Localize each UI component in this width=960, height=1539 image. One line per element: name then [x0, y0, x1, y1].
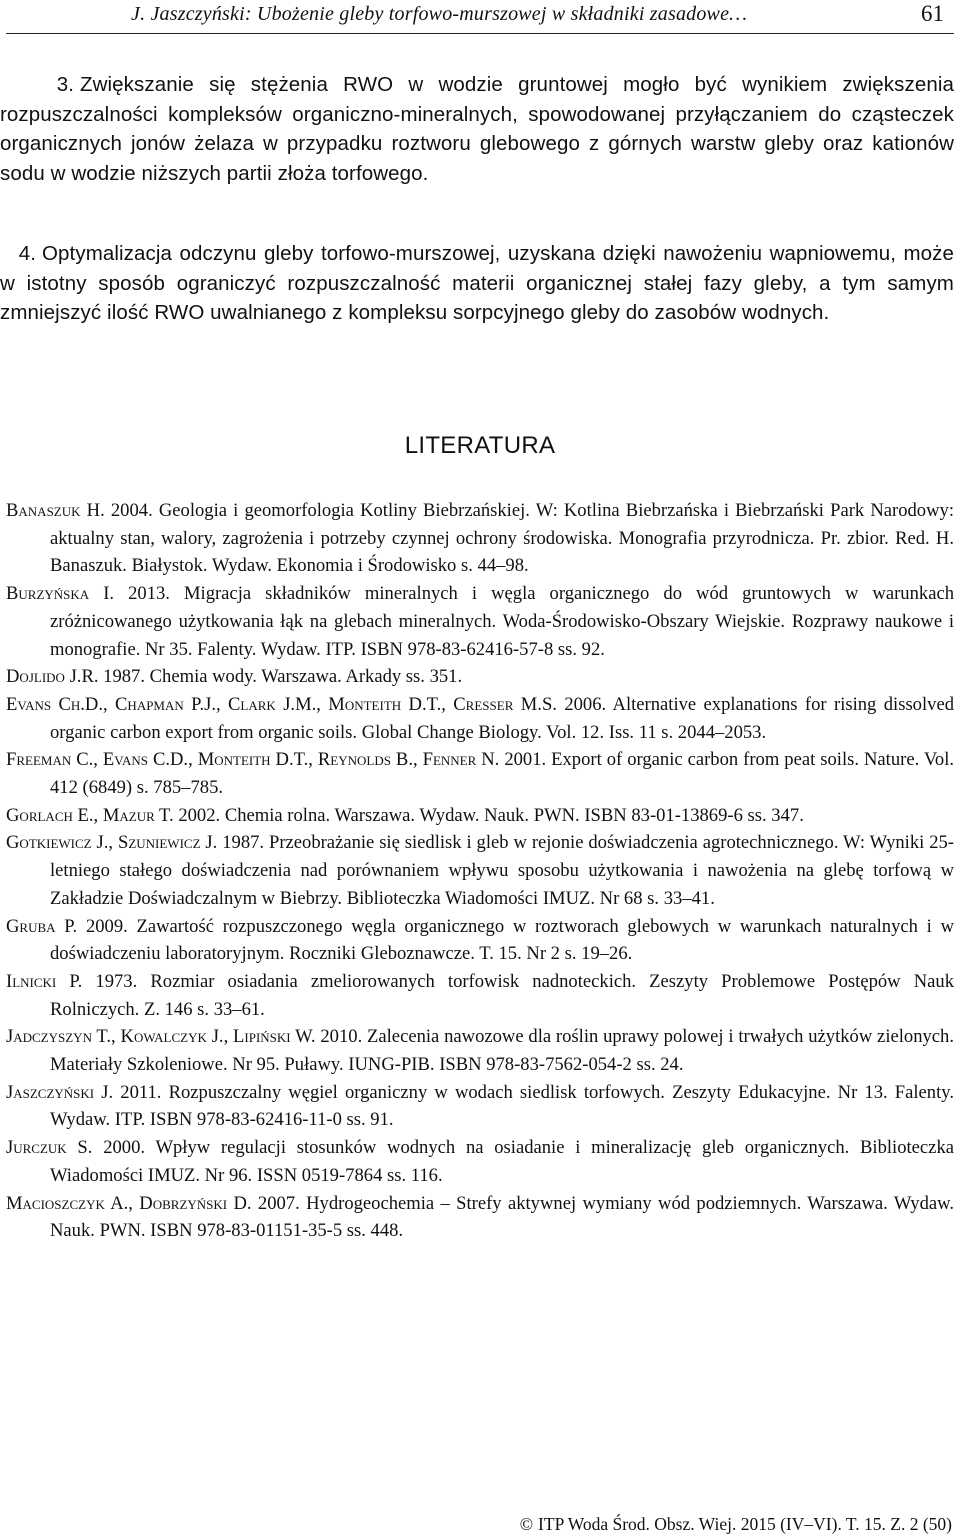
reference-item	[6, 497, 954, 580]
conclusion-text: Zwiększanie się stężenia RWO w wodzie gruntowej mogło być wynikiem zwiększenia rozpuszczalności kompleksów organiczno-mineralnych, spowodowanej przyłączaniem do cząsteczek organicznych jonów żelaza w przypadku roztworu glebowego z górnych warstw gleby oraz kationów sodu w wodzie niższych partii złoża torfowego.	[0, 73, 954, 185]
conclusion-number: 3.	[56, 73, 74, 96]
copyright-icon: ©	[519, 1514, 534, 1534]
section-heading: LITERATURA	[404, 432, 556, 459]
reference-details: 2013. Migracja składników mineralnych i węgla organicznego do wód gruntowych w warunkach zróżnicowanego użytkowania łąk na glebach mineralnych. Woda-Środowisko-Obszary Wiejskie. Rozprawy naukowe i monografie. Nr 35. Falenty. Wydaw. ITP. ISBN 978-83-62416-57-8 ss. 92.	[50, 583, 954, 660]
reference-item	[6, 1134, 954, 1189]
reference-details: 2001. Export of organic carbon from peat soils. Nature. Vol. 412 (6849) s. 785–785.	[50, 749, 955, 799]
conclusion-paragraph-3	[0, 70, 954, 188]
running-header	[6, 0, 954, 34]
reference-authors: Gotkiewicz J., Szuniewicz J.	[6, 832, 218, 854]
reference-item	[6, 580, 954, 663]
journal-citation: ITP Woda Środ. Obsz. Wiej. 2015 (IV–VI). T. 15. Z. 2 (50)	[538, 1514, 952, 1534]
reference-item	[6, 802, 954, 830]
reference-authors: Ilnicki P.	[6, 970, 83, 992]
reference-authors: Jadczyszyn T., Kowalczyk J., Lipiński W.	[6, 1026, 316, 1048]
reference-authors: Evans Ch.D., Chapman P.J., Clark J.M., Monteith D.T., Cresser M.S.	[6, 693, 557, 715]
reference-authors: Gruba P.	[6, 915, 78, 937]
reference-list	[6, 497, 954, 1245]
reference-item	[6, 663, 954, 691]
reference-details: 1987. Przeobrażanie się siedlisk i gleb w rejonie doświadczenia agrotechnicznego. W: Wyniki 25-letniego stałego doświadczenia nad porównaniem wpływu sposobu użytkowania i nawożenia na glebę torfową w Zakładzie Doświadczalnym w Biebrzy. Biblioteczka Wiadomości IMUZ. Nr 68 s. 33–41.	[50, 832, 955, 909]
reference-item	[6, 1023, 954, 1078]
reference-authors: Jurczuk S.	[6, 1137, 93, 1159]
running-title: J. Jaszczyński: Ubożenie gleby torfowo-murszowej w składniki zasadowe…	[131, 3, 748, 25]
reference-details: 2011. Rozpuszczalny węgiel organiczny w wodach siedlisk torfowych. Zeszyty Edukacyjne. Nr 13. Falenty. Wydaw. ITP. ISBN 978-83-62416-11-0 ss. 91.	[50, 1081, 954, 1131]
reference-item	[6, 746, 954, 801]
reference-authors: Jaszczyński J.	[6, 1081, 114, 1103]
reference-details: 2007. Hydrogeochemia – Strefy aktywnej wymiany wód podziemnych. Warszawa. Wydaw. Nauk. PWN. ISBN 978-83-01151-35-5 ss. 448.	[50, 1192, 954, 1242]
reference-details: 2004. Geologia i geomorfologia Kotliny Biebrzańskiej. W: Kotlina Biebrzańska i Biebrzański Park Narodowy: aktualny stan, walory, zagrożenia i potrzeby czynnej ochrony środowiska. Monografia przyrodnicza. Pr. zbior. Red. H. Banaszuk. Białystok. Wydaw. Ekonomia i Środowisko s. 44–98.	[50, 500, 954, 577]
reference-authors: Burzyńska I.	[6, 583, 115, 605]
reference-item	[6, 829, 954, 912]
reference-item	[6, 1079, 954, 1134]
reference-item	[6, 691, 954, 746]
journal-footer	[520, 1514, 952, 1535]
reference-details: 2010. Zalecenia nawozowe dla roślin uprawy polowej i trwałych użytków zielonych. Materiały Szkoleniowe. Nr 95. Puławy. IUNG-PIB. ISBN 978-83-7562-054-2 ss. 24.	[50, 1026, 954, 1076]
conclusion-text: Optymalizacja odczynu gleby torfowo-murszowej, uzyskana dzięki nawożeniu wapniowemu, może w istotny sposób ograniczyć rozpuszczalność materii organicznej stałej fazy gleby, a tym samym zmniejszyć ilość RWO uwalnianego z kompleksu sorpcyjnego gleby do zasobów wodnych.	[0, 242, 954, 325]
conclusion-number: 4.	[18, 242, 36, 265]
reference-details: 2006. Alternative explanations for rising dissolved organic carbon export from organic soils. Global Change Biology. Vol. 12. Iss. 11 s. 2044–2053.	[50, 693, 954, 743]
reference-details: 1987. Chemia wody. Warszawa. Arkady ss. 351.	[98, 666, 463, 688]
reference-details: 2009. Zawartość rozpuszczonego węgla organicznego w roztworach glebowych w warunkach naturalnych i w doświadczeniu laboratoryjnym. Roczniki Gleboznawcze. T. 15. Nr 2 s. 19–26.	[50, 915, 954, 965]
reference-authors: Freeman C., Evans C.D., Monteith D.T., Reynolds B., Fenner N.	[6, 749, 500, 771]
reference-authors: Macioszczyk A., Dobrzyński D.	[6, 1192, 252, 1214]
reference-authors: Banaszuk H.	[6, 500, 105, 521]
reference-authors: Dojlido J.R.	[6, 666, 99, 688]
reference-details: 2002. Chemia rolna. Warszawa. Wydaw. Nauk. PWN. ISBN 83-01-13869-6 ss. 347.	[173, 804, 804, 826]
conclusion-paragraph-4	[0, 239, 954, 328]
reference-details: 1973. Rozmiar osiadania zmeliorowanych torfowisk nadnoteckich. Zeszyty Problemowe Postępów Nauk Rolniczych. Z. 146 s. 33–61.	[50, 970, 954, 1020]
reference-item	[6, 968, 954, 1023]
reference-item	[6, 1190, 954, 1245]
reference-details: 2000. Wpływ regulacji stosunków wodnych na osiadanie i mineralizację gleb organicznych. Biblioteczka Wiadomości IMUZ. Nr 96. ISSN 0519-7864 ss. 116.	[50, 1137, 954, 1186]
reference-item	[6, 913, 954, 968]
reference-authors: Gorlach E., Mazur T.	[6, 804, 174, 826]
page-number: 61	[921, 1, 944, 26]
